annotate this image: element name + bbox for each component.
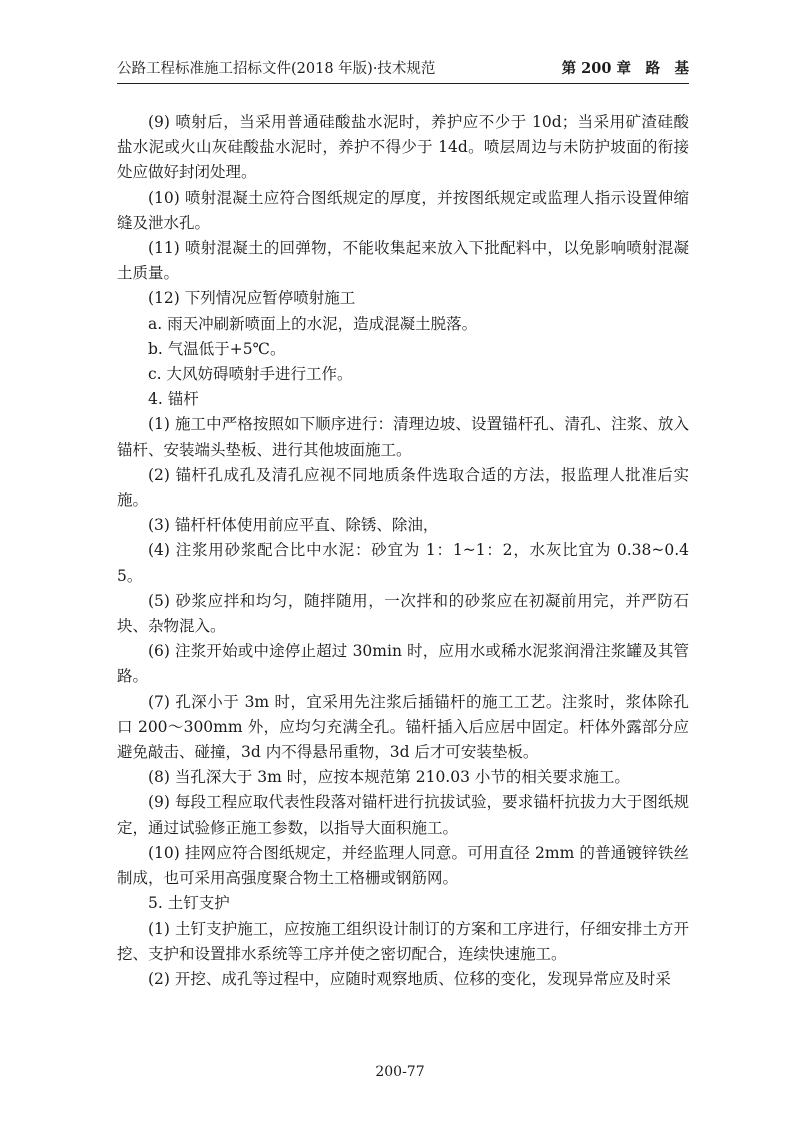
paragraph: (3) 锚杆杆体使用前应平直、除锈、除油， bbox=[148, 516, 439, 535]
paragraph: (12) 下列情况应暂停喷射施工 bbox=[148, 289, 356, 308]
page-body bbox=[117, 110, 689, 992]
page-number: 200-77 bbox=[375, 1064, 425, 1080]
header-document-title: 公路工程标准施工招标文件(2018 年版)·技术规范 bbox=[117, 61, 436, 77]
paragraph: (10) 挂网应符合图纸规定，并经监理人同意。可用直径 2mm 的普通镀锌铁丝制成，也可采用高强度聚合物土工格栅或钢筋网。 bbox=[117, 843, 689, 888]
list-item: a. 雨天冲刷新喷面上的水泥，造成混凝土脱落。 bbox=[148, 314, 478, 333]
paragraph: (4) 注浆用砂浆配合比中水泥：砂宜为 1：1~1：2，水灰比宜为 0.38~0.45。 bbox=[117, 541, 689, 585]
paragraph: (5) 砂浆应拌和均匀，随拌随用，一次拌和的砂浆应在初凝前用完，并严防石块、杂物混入。 bbox=[117, 591, 689, 636]
paragraph: (2) 锚杆孔成孔及清孔应视不同地质条件选取合适的方法，报监理人批准后实施。 bbox=[117, 465, 689, 510]
paragraph: (10) 喷射混凝土应符合图纸规定的厚度，并按图纸规定或监理人指示设置伸缩缝及泄水孔。 bbox=[117, 188, 689, 232]
section-heading: 5. 土钉支护 bbox=[148, 894, 230, 913]
paragraph: (7) 孔深小于 3m 时，宜采用先注浆后插锚杆的施工工艺。注浆时，浆体除孔口 200～300mm 外，应均匀充满全孔。锚杆插入后应居中固定。杆体外露部分应避免敲击、碰撞，3d 内不得悬吊重物，3d 后才可安装垫板。 bbox=[117, 692, 689, 762]
paragraph: (1) 施工中严格按照如下顺序进行：清理边坡、设置锚杆孔、清孔、注浆、放入锚杆、安装端头垫板、进行其他坡面施工。 bbox=[117, 415, 689, 459]
paragraph: (8) 当孔深大于 3m 时，应按本规范第 210.03 小节的相关要求施工。 bbox=[148, 768, 630, 787]
paragraph: (6) 注浆开始或中途停止超过 30min 时，应用水或稀水泥浆润滑注浆罐及其管路。 bbox=[117, 642, 689, 686]
running-header bbox=[117, 58, 689, 80]
list-item: c. 大风妨碍喷射手进行工作。 bbox=[148, 365, 353, 384]
header-divider bbox=[117, 83, 689, 84]
header-chapter-title: 第 200 章 路 基 bbox=[561, 60, 689, 77]
paragraph: (11) 喷射混凝土的回弹物，不能收集起来放入下批配料中，以免影响喷射混凝土质量。 bbox=[117, 239, 689, 283]
list-item: b. 气温低于+5℃。 bbox=[148, 339, 286, 358]
paragraph: (2) 开挖、成孔等过程中，应随时观察地质、位移的变化，发现异常应及时采 bbox=[148, 969, 671, 988]
paragraph: (9) 每段工程应取代表性段落对锚杆进行抗拔试验，要求锚杆抗拔力大于图纸规定，通过试验修正施工参数，以指导大面积施工。 bbox=[117, 793, 689, 837]
paragraph: (9) 喷射后，当采用普通硅酸盐水泥时，养护应不少于 10d；当采用矿渣硅酸盐水泥或火山灰硅酸盐水泥时，养护不得少于 14d。喷层周边与未防护坡面的衔接处应做好封闭处理。 bbox=[117, 113, 689, 182]
paragraph: (1) 土钉支护施工，应按施工组织设计制订的方案和工序进行，仔细安排土方开挖、支护和设置排水系统等工序并使之密切配合，连续快速施工。 bbox=[117, 919, 689, 963]
section-heading: 4. 锚杆 bbox=[148, 390, 199, 409]
